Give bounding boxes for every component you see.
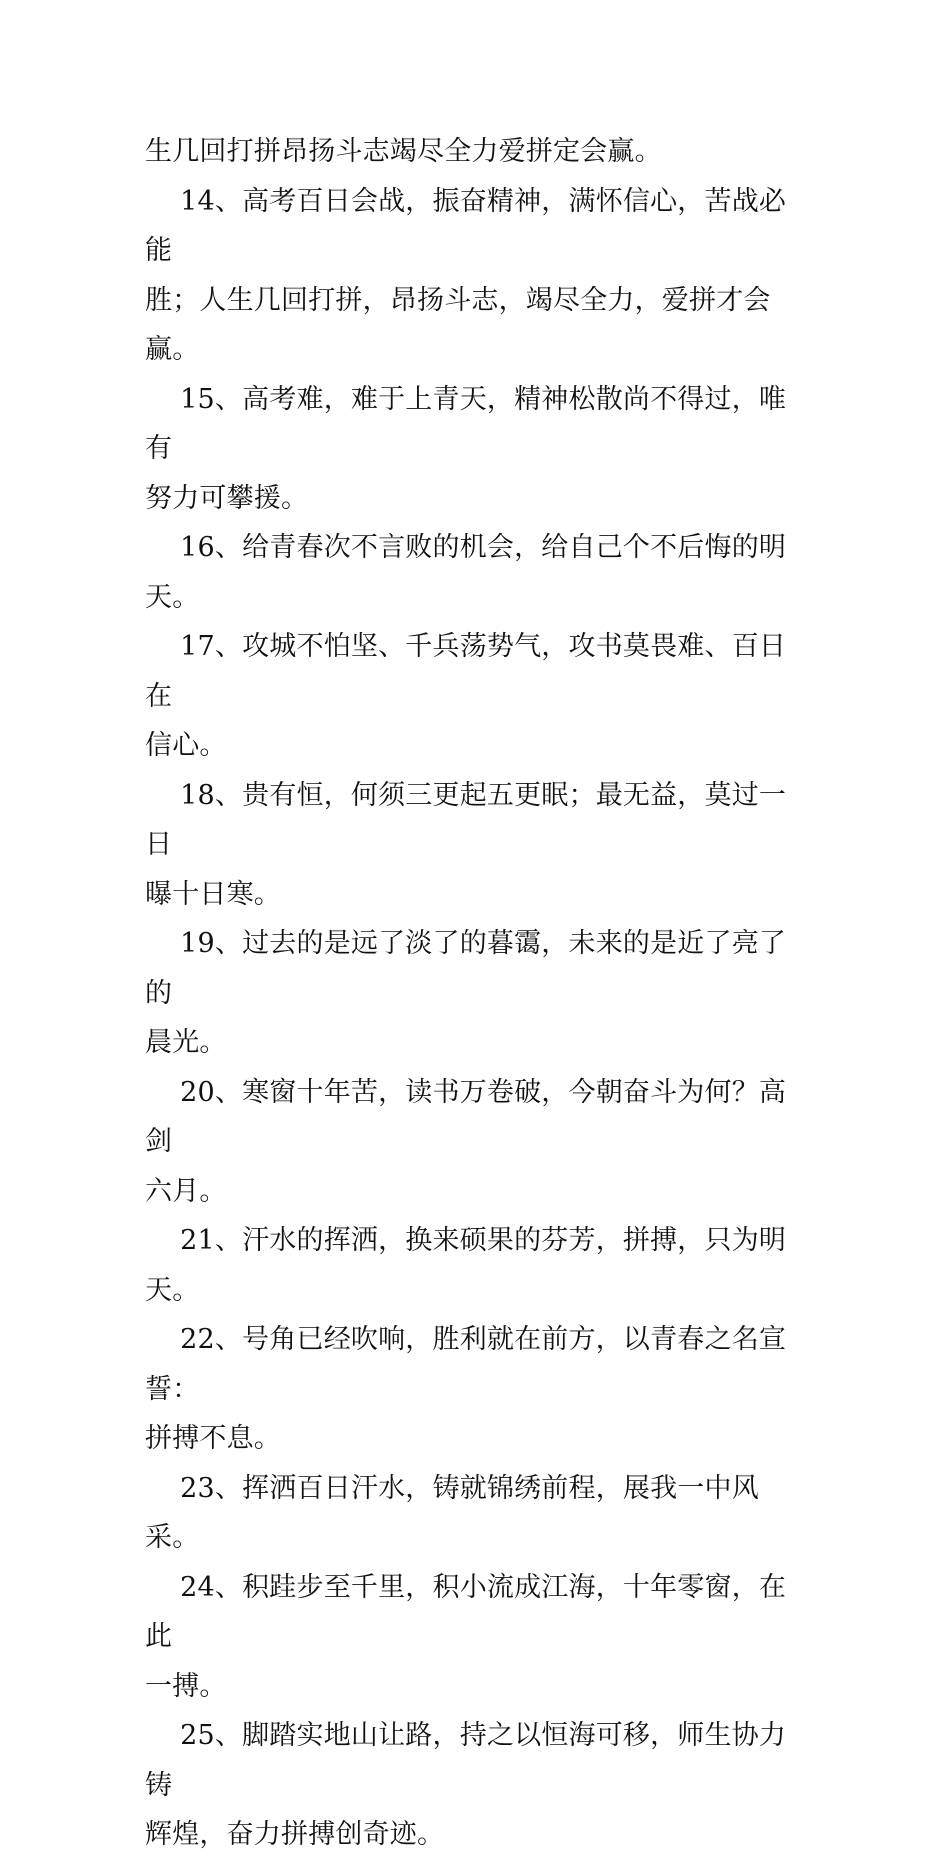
text-line: 六月。	[145, 1175, 227, 1207]
document-body	[145, 127, 810, 1860]
text-line: 25、脚踏实地山让路，持之以恒海可移，师生协力铸	[145, 1720, 787, 1801]
text-line: 辉煌，奋力拼搏创奇迹。	[145, 1819, 445, 1850]
text-line: 18、贵有恒，何须三更起五更眠；最无益，莫过一日	[145, 779, 787, 860]
text-line: 22、号角已经吹响，胜利就在前方，以青春之名宣誓：	[145, 1324, 787, 1405]
text-line: 20、寒窗十年苦，读书万卷破，今朝奋斗为何？高剑	[145, 1076, 787, 1157]
text-line: 19、过去的是远了淡了的暮霭，未来的是近了亮了的	[145, 928, 787, 1009]
text-line: 信心。	[145, 730, 227, 761]
text-line: 胜；人生几回打拼，昂扬斗志，竭尽全力，爱拼才会赢。	[145, 284, 771, 365]
text-line: 努力可攀援。	[145, 482, 309, 514]
text-line: 15、高考难，难于上青天，精神松散尚不得过，唯有	[145, 383, 787, 464]
text-line: 拼搏不息。	[145, 1423, 281, 1454]
text-line: 17、攻城不怕坚、千兵荡势气，攻书莫畏难、百日在	[145, 631, 787, 712]
text-line: 生几回打拼昂扬斗志竭尽全力爱拼定会赢。	[145, 136, 662, 167]
text-line: 曝十日寒。	[145, 878, 281, 910]
text-line: 一搏。	[145, 1670, 227, 1702]
text-line: 16、给青春次不言败的机会，给自己个不后悔的明天。	[145, 532, 787, 613]
text-line: 晨光。	[145, 1027, 227, 1058]
text-line: 14、高考百日会战，振奋精神，满怀信心，苦战必能	[145, 185, 787, 266]
text-line: 24、积跬步至千里，积小流成江海，十年零窗，在此	[145, 1571, 787, 1652]
text-line: 21、汗水的挥洒，换来硕果的芬芳，拼搏，只为明天。	[145, 1225, 787, 1306]
text-line: 23、挥洒百日汗水，铸就锦绣前程，展我一中风采。	[145, 1472, 759, 1553]
